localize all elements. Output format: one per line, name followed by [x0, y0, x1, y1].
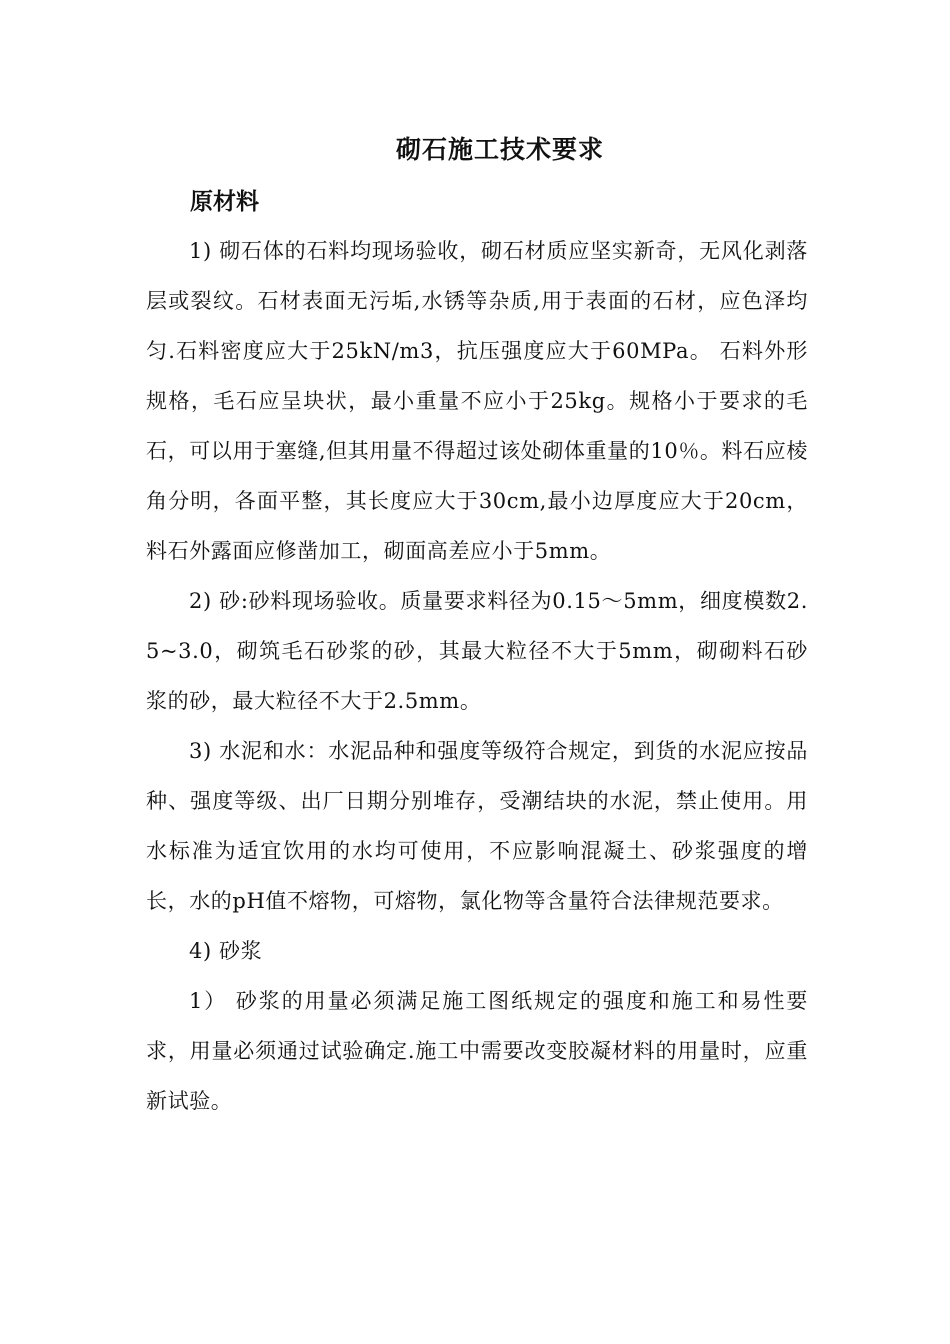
section-heading-raw-materials: 原材料 [190, 188, 259, 215]
document-body [146, 226, 808, 1126]
paragraph-sand: 2) 砂:砂料现场验收。质量要求料径为0.15～5mm，细度模数2.5~3.0，砌筑毛石砂浆的砂，其最大粒径不大于5mm，砌砌料石砂浆的砂，最大粒径不大于2.5mm。 [146, 589, 808, 713]
paragraph-stone: 1) 砌石体的石料均现场验收，砌石材质应坚实新奇，无风化剥落层或裂纹。石材表面无污垢,水锈等杂质,用于表面的石材，应色泽均匀.石料密度应大于25kN/m3，抗压强度应大于60MPa。 石料外形规格，毛石应呈块状，最小重量不应小于25kg。规格小于要求的毛石，可以用于塞缝,但其用量不得超过该处砌体重量的10％。料石应棱角分明，各面平整，其长度应大于30cm,最小边厚度应大于20cm，料石外露面应修凿加工，砌面高差应小于5mm。 [146, 239, 808, 563]
paragraph-cement-water: 3) 水泥和水：水泥品种和强度等级符合规定，到货的水泥应按品种、强度等级、出厂日期分别堆存，受潮结块的水泥，禁止使用。用水标准为适宜饮用的水均可使用，不应影响混凝土、砂浆强度的增长，水的pH值不熔物，可熔物，氯化物等含量符合法律规范要求。 [146, 739, 808, 913]
paragraph-mortar-dosage: 1） 砂浆的用量必须满足施工图纸规定的强度和施工和易性要求，用量必须通过试验确定.施工中需要改变胶凝材料的用量时，应重新试验。 [146, 989, 808, 1113]
paragraph-mortar-heading: 4) 砂浆 [189, 939, 263, 963]
document-title: 砌石施工技术要求 [395, 135, 604, 164]
